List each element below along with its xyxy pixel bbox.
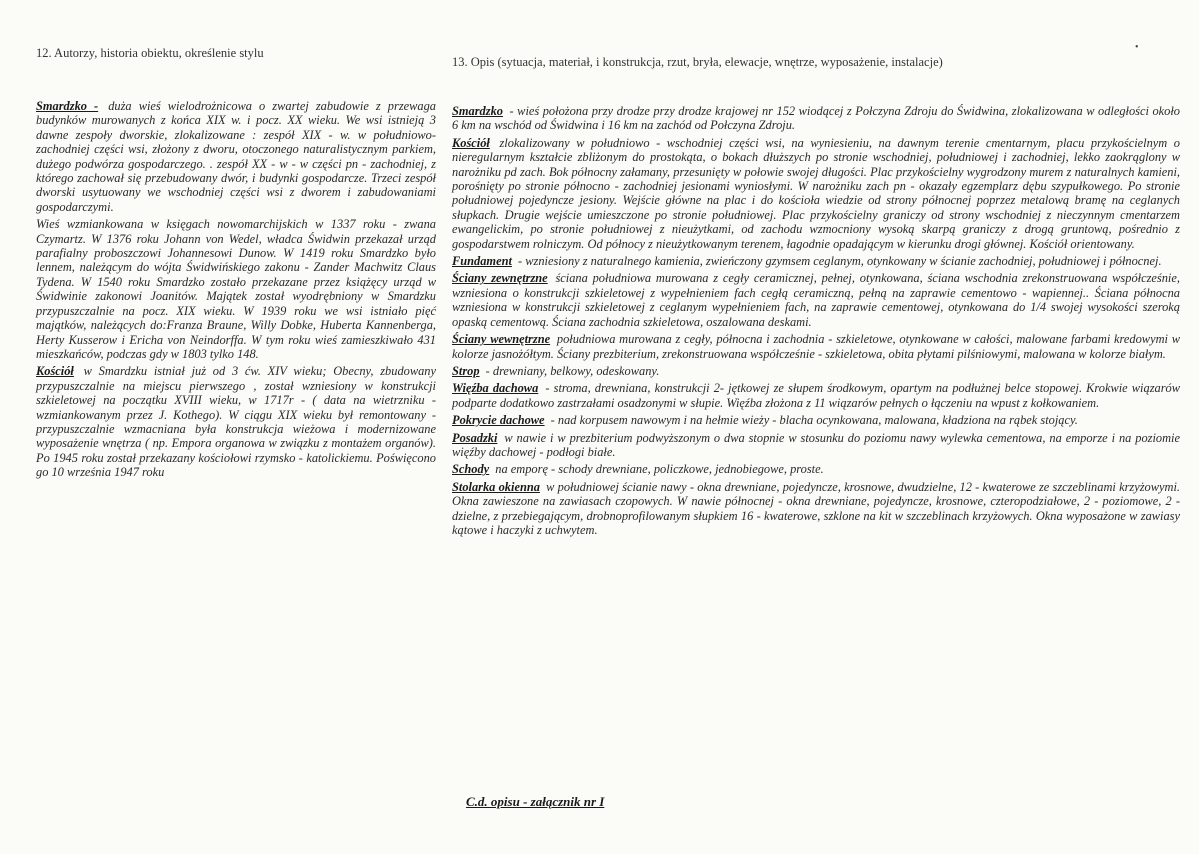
desc-text-windows: w południowej ścianie nawy - okna drewniane, pojedyncze, krosnowe, dwudzielne, 12 - kwaterowe ze szczeblinami krzyżowymi. Okna zawieszone na zawiasach czopowych. W nawie północnej - okna drewniane, pojedyncze, krosnowe, czteropodziałowe, 2 - poziomowe, 2 - dzielne, z przebiegającym, drobnoprofilowanym słupkiem 16 - kwaterowe, szklone na kit w szczeblinach krzyżowych. Okna wyposażone w zawiasy kątowe i haczyki z uchwytem. <box>452 479 1180 537</box>
speck: • <box>1135 42 1139 53</box>
history-paragraph-church <box>36 364 436 479</box>
continuation-note: C.d. opisu - załącznik nr I <box>466 794 605 809</box>
desc-text-ceiling: - drewniany, belkowy, odeskowany. <box>485 363 660 378</box>
desc-text-church: zlokalizowany w południowo - wschodniej części wsi, na wyniesieniu, na dawnym terenie cmentarnym, placu przykościelnym o nieregularnym kształcie zbliżonym do prostokąta, o bokach dłuższych po stronie wschodniej, południowej i zachodniej, lekko zaokrąglony w narożniku pd zach. Bok północny załamany, przesunięty w połowie swojej długości. Plac przykościelny wygrodzony murem z naturalnych kamieni, porośnięty po stronie północno - zachodniej jesionami wyniosłymi. W narożniku zach pn - okazały egzemplarz dębu szypułkowego. Po stronie południowej pojedyncze jesiony. Wejście główne na plac i do kościoła wiedzie od strony północnej poprzez metalową bramę na ceglanych słupkach. Drugie wejście umieszczone po stronie południowej. Plac przykościelny graniczy od strony wschodniej z nieczynnym cmentarzem ewangelickim, po stronie południowej z nieużytkami, od zachodu wzmocniony wysoką skarpą graniczy z drogą gruntową, pośrednio z gospodarstwem rolniczym. Od północy z nieużytkowanym terenem, łagodnie opadającym w kierunku drogi głównej. Kościół orientowany. <box>452 135 1180 251</box>
history-column <box>36 99 436 483</box>
term-kosciol: Kościół <box>452 135 490 150</box>
desc-paragraph-foundation <box>452 254 1180 268</box>
desc-paragraph-location <box>452 104 1180 133</box>
history-text-records: Wieś wzmiankowana w księgach nowomarchijskich w 1337 roku - zwana Czymartz. W 1376 roku Johann von Wedel, władca Świdwin przekazał urząd parafialny proboszczowi Johannesowi Dunow. W 1419 roku Smardzko było lennem, należącym do wójta Świdwińskiego zakonu - Zander Machwitz Claus Tydena. W 1540 roku Smardzko zostało przekazane przez książęcy urząd w Świdwinie zakonowi Joanitów. Majątek został wyodrębniony w Smardzku przypuszczalnie na pocz. XIX wieku. W 1939 roku we wsi istniało pięć majątków, należących do:Franza Braune, Willy Dobke, Huberta Kannenberga, Herty Kusserow i Ericha von Neindorffa. W tym roku wieś zamieszkiwało 431 mieszkańców, podczas gdy w 1803 tylko 148. <box>36 217 436 361</box>
desc-paragraph-church <box>452 136 1180 251</box>
desc-paragraph-outer-walls <box>452 271 1180 329</box>
history-paragraph-village <box>36 99 436 214</box>
term-wiezba-dachowa: Więźba dachowa <box>452 381 539 396</box>
term-schody: Schody <box>452 462 490 477</box>
term-kosciol: Kościół <box>36 364 74 379</box>
desc-paragraph-roofing <box>452 413 1180 427</box>
term-pokrycie-dachowe: Pokrycie dachowe <box>452 413 545 428</box>
section-13-heading: 13. Opis (sytuacja, materiał, i konstrukcja, rzut, bryła, elewacje, wnętrze, wyposażenie, instalacje) <box>452 55 943 69</box>
term-sciany-wewnetrzne: Ściany wewnętrzne <box>452 332 551 347</box>
desc-text-roofing: - nad korpusem nawowym i na hełmie wieży - blacha ocynkowana, malowana, kładziona na rąbek stojący. <box>550 413 1078 428</box>
term-stolarka-okienna: Stolarka okienna <box>452 479 540 494</box>
desc-paragraph-ceiling <box>452 364 1180 378</box>
desc-paragraph-stairs <box>452 462 1180 476</box>
term-smardzko: Smardzko <box>452 104 503 118</box>
desc-text-stairs: na emporę - schody drewniane, policzkowe, jednobiegowe, proste. <box>495 462 824 477</box>
desc-paragraph-windows <box>452 480 1180 538</box>
term-strop: Strop <box>452 363 480 378</box>
history-text-church: w Smardzku istniał już od 3 ćw. XIV wieku; Obecny, zbudowany przypuszczalnie na miejscu pierwszego , został wzniesiony w konstrukcji szkieletowej na początku XVIII wieku, w 1717r - ( data na wietrzniku - wzmiankowanym przez J. Kothego). W ciągu XIX wieku był remontowany - przypuszczalnie wzmacniana była konstrukcja wieżowa i modernizowane wyposażenie wnętrza ( np. Empora organowa w związku z montażem organów). Po 1945 roku został przekazany kościołowi rzymsko - katolickiemu. Poświęcono go 10 września 1947 roku <box>36 364 436 480</box>
desc-text-outer-walls: ściana południowa murowana z cegły ceramicznej, pełnej, otynkowana, ściana wschodnia zrekonstruowana współcześnie, wzniesiona o konstrukcji szkieletowej z wypełnieniem fach cegłą ceramiczną, pełną na zaprawie cementowo - wapiennej.. Ściana północna wzniesiona w konstrukcji szkieletowej z ceglanym wypełnieniem fach, na zaprawie cementowej, otynkowana do 1/4 swojej wysokości szeroką opaską cementową. Ściana zachodnia szkieletowa, oszalowana deskami. <box>452 271 1180 329</box>
desc-text-inner-walls: południowa murowana z cegły, północna i zachodnia - szkieletowe, otynkowane w całości, malowane farbami kredowymi w kolorze jasnożółtym. Ściany prezbiterium, zrekonstruowana współcześnie - szkieletowa, obita płytami pilśniowymi, malowana w kolorze białym. <box>452 332 1180 361</box>
desc-paragraph-floors <box>452 431 1180 460</box>
history-text-village: duża wieś wielodrożnicowa o zwartej zabudowie z przewaga budynków murowanych z końca XIX w. i pocz. XX wieku. We wsi istnieją 3 dawne zespoły dworskie, zlokalizowane : zespół XIX - w. w południowo-zachodniej części wsi, złożony z dworu, otoczonego naturalistycznym parkiem, dużego podwórza gospodarczego. . zespół XX - w - w części pn - zachodniej, z którego zachował się przebudowany dwór, i budynki gospodarcze. Trzeci zespół dworski usytuowany we wschodniej części wsi z dworem i zabudowaniami gospodarczymi. <box>36 99 436 214</box>
history-paragraph-records <box>36 217 436 361</box>
desc-paragraph-inner-walls <box>452 332 1180 361</box>
term-smardzko: Smardzko - <box>36 99 99 113</box>
desc-text-foundation: - wzniesiony z naturalnego kamienia, zwieńczony gzymsem ceglanym, otynkowany w ścianie zachodniej, południowej i północnej. <box>518 254 1162 269</box>
section-12-heading: 12. Autorzy, historia obiektu, określenie stylu <box>36 46 264 60</box>
desc-text-roof-truss: - stroma, drewniana, konstrukcji 2- jętkowej ze słupem środkowym, opartym na podłużnej belce stopowej. Krokwie wiązarów podparte dodatkowo zastrzałami osadzonymi w słupie. Więźba złożona z 11 wiązarów pełnych o łączeniu na wpust z kołkowaniem. <box>452 381 1180 410</box>
description-column <box>452 104 1180 540</box>
term-fundament: Fundament <box>452 254 512 269</box>
desc-text-location: - wieś położona przy drodze przy drodze krajowej nr 152 wiodącej z Połczyna Zdroju do Świdwina, zlokalizowana w odległości około 6 km na wschód od Świdwina i 16 km na zachód od Połczyna Zdroju. <box>452 104 1180 133</box>
desc-paragraph-roof-truss <box>452 381 1180 410</box>
term-posadzki: Posadzki <box>452 430 498 445</box>
desc-text-floors: w nawie i w prezbiterium podwyższonym o dwa stopnie w stosunku do poziomu nawy wylewka cementowa, na emporze i na poziomie więźby dachowej - podłogi białe. <box>452 430 1180 459</box>
term-sciany-zewnetrzne: Ściany zewnętrzne <box>452 271 548 286</box>
